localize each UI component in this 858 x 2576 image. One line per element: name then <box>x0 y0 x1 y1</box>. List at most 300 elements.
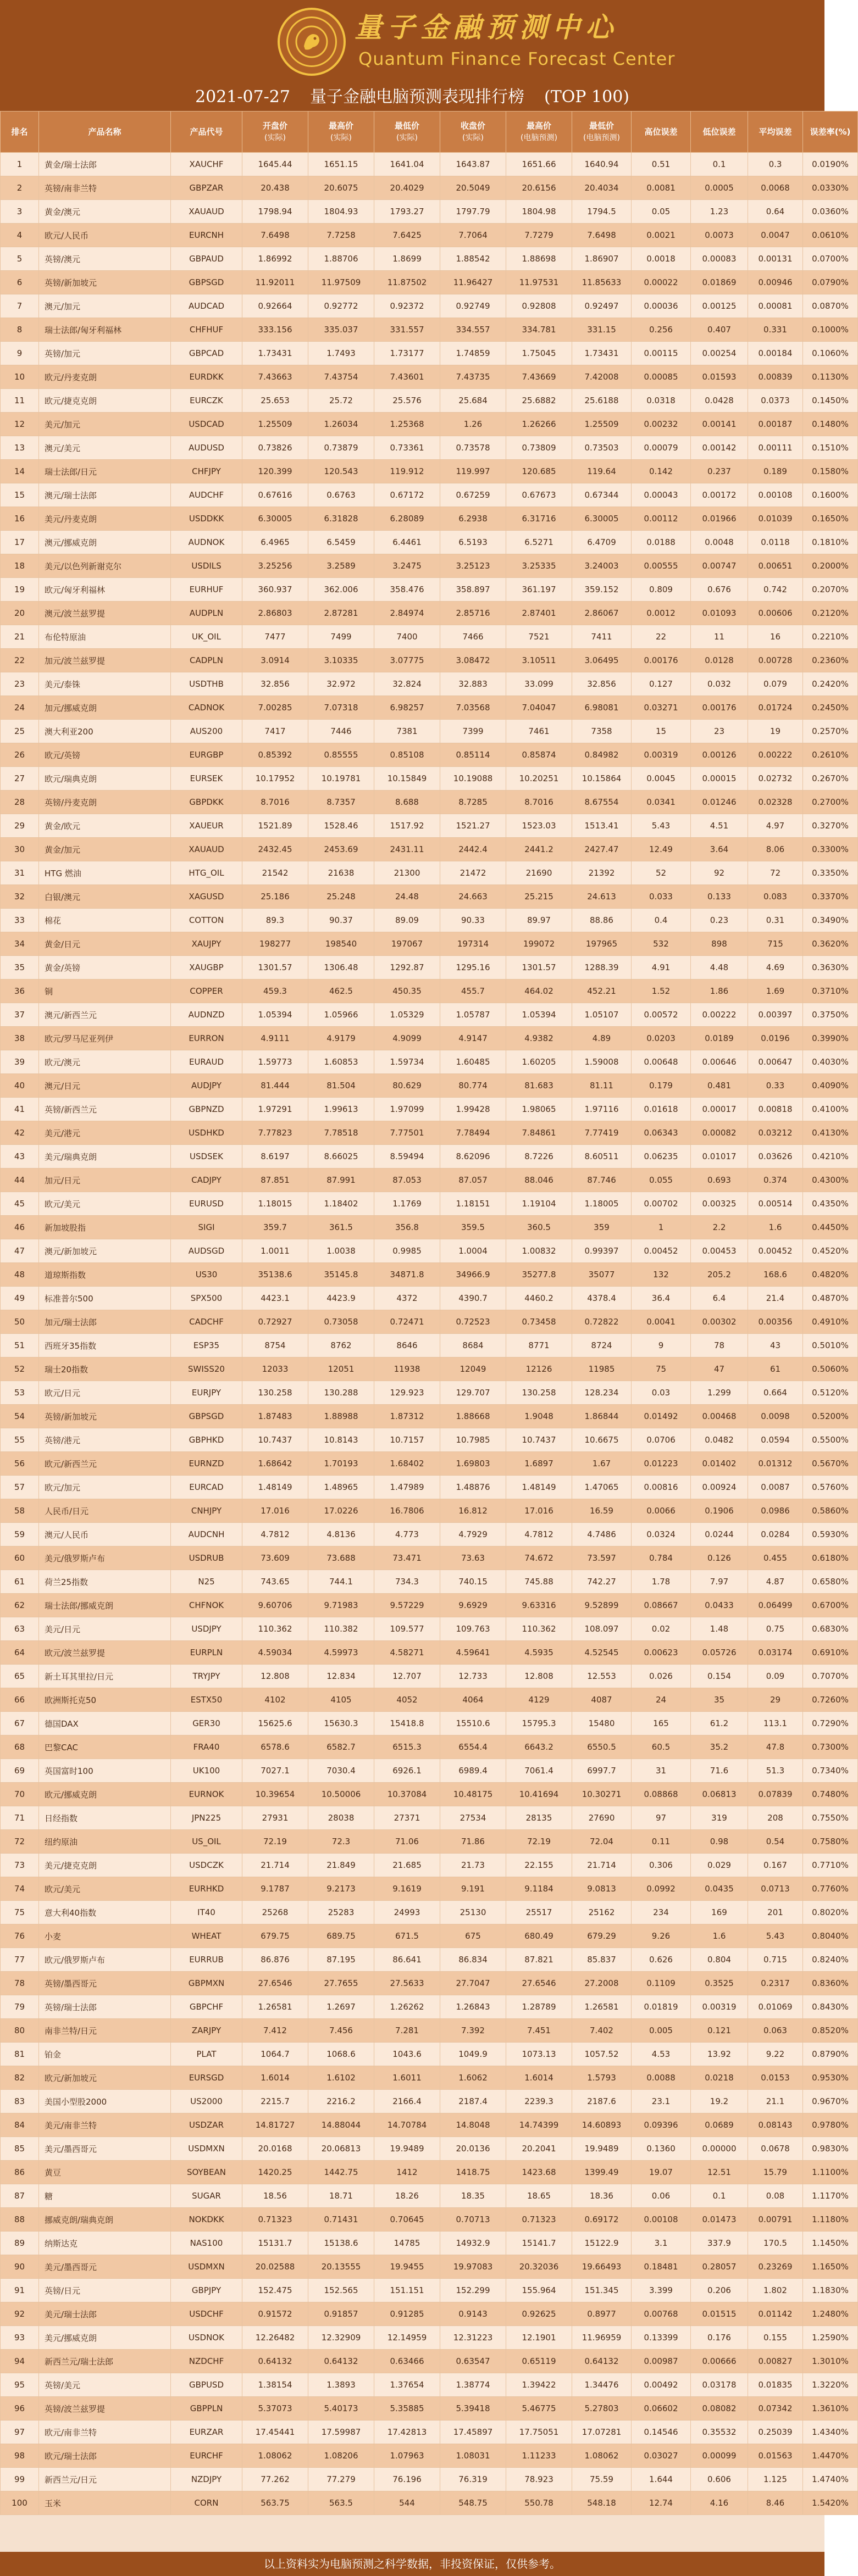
brand-logo <box>278 8 346 76</box>
low-price-cell: 21300 <box>374 861 440 885</box>
low-price-cell: 1.87312 <box>374 1405 440 1428</box>
close-price-cell: 10.19088 <box>440 767 506 791</box>
predicted-high-cell: 0.71323 <box>506 2208 572 2232</box>
open-price-cell: 20.02588 <box>242 2255 308 2279</box>
table-row <box>1 861 858 885</box>
open-price-cell: 10.39654 <box>242 1783 308 1806</box>
predicted-low-cell: 27690 <box>572 1806 632 1830</box>
table-row <box>1 176 858 200</box>
high-error-cell: 0.09396 <box>632 2113 691 2137</box>
product-name-cell: 加元/日元 <box>39 1169 171 1192</box>
rank-cell: 56 <box>1 1452 39 1476</box>
close-price-cell: 19.97083 <box>440 2255 506 2279</box>
close-price-cell: 0.67259 <box>440 483 506 507</box>
error-rate-cell: 0.5500% <box>803 1428 858 1452</box>
low-error-cell: 0.00254 <box>691 342 748 365</box>
open-price-cell: 25268 <box>242 1901 308 1924</box>
low-error-cell: 0.00176 <box>691 696 748 720</box>
open-price-cell: 333.156 <box>242 318 308 342</box>
rank-cell: 77 <box>1 1948 39 1972</box>
high-error-cell: 0.00555 <box>632 554 691 578</box>
high-price-cell: 20.13555 <box>308 2255 374 2279</box>
table-row <box>1 2326 858 2350</box>
high-error-cell: 0.03 <box>632 1381 691 1405</box>
close-price-cell: 129.707 <box>440 1381 506 1405</box>
predicted-low-cell: 87.746 <box>572 1169 632 1192</box>
rank-cell: 98 <box>1 2444 39 2468</box>
rank-cell: 99 <box>1 2468 39 2491</box>
table-row <box>1 1287 858 1310</box>
predicted-low-cell: 742.27 <box>572 1570 632 1594</box>
open-price-cell: 15131.7 <box>242 2232 308 2255</box>
high-error-cell: 0.06235 <box>632 1145 691 1169</box>
product-code-cell: GBPNZD <box>171 1098 242 1121</box>
close-price-cell: 1049.9 <box>440 2043 506 2066</box>
close-price-cell: 2187.4 <box>440 2090 506 2113</box>
rank-cell: 41 <box>1 1098 39 1121</box>
product-name-cell: 澳元/挪威克朗 <box>39 531 171 554</box>
high-error-cell: 532 <box>632 932 691 956</box>
average-error-cell: 0.00131 <box>748 247 803 271</box>
low-error-cell: 0.05726 <box>691 1641 748 1665</box>
high-price-cell: 1.70193 <box>308 1452 374 1476</box>
product-name-cell: 美元/捷克克朗 <box>39 1854 171 1877</box>
high-price-cell: 28038 <box>308 1806 374 1830</box>
product-name-cell: 欧元/罗马尼亚列伊 <box>39 1027 171 1050</box>
low-price-cell: 450.35 <box>374 980 440 1003</box>
low-price-cell: 10.15849 <box>374 767 440 791</box>
average-error-cell: 0.167 <box>748 1854 803 1877</box>
average-error-cell: 0.0153 <box>748 2066 803 2090</box>
product-name-cell: 英镑/美元 <box>39 2373 171 2397</box>
predicted-high-cell: 9.1184 <box>506 1877 572 1901</box>
table-row <box>1 720 858 743</box>
high-price-cell: 87.991 <box>308 1169 374 1192</box>
rank-cell: 40 <box>1 1074 39 1098</box>
high-price-cell: 73.688 <box>308 1546 374 1570</box>
predicted-low-cell: 11.96959 <box>572 2326 632 2350</box>
close-price-cell: 5.39418 <box>440 2397 506 2421</box>
predicted-high-cell: 12.808 <box>506 1665 572 1688</box>
low-error-cell: 71.6 <box>691 1759 748 1783</box>
product-code-cell: CADPLN <box>171 649 242 672</box>
close-price-cell: 7399 <box>440 720 506 743</box>
table-row <box>1 247 858 271</box>
column-header <box>1 112 39 153</box>
low-price-cell: 4372 <box>374 1287 440 1310</box>
low-price-cell: 4.773 <box>374 1523 440 1546</box>
product-name-cell: 欧元/美元 <box>39 1192 171 1216</box>
product-code-cell: CADJPY <box>171 1169 242 1192</box>
close-price-cell: 740.15 <box>440 1570 506 1594</box>
close-price-cell: 1295.16 <box>440 956 506 980</box>
high-error-cell: 0.03271 <box>632 696 691 720</box>
high-error-cell: 0.01223 <box>632 1452 691 1476</box>
rank-cell: 26 <box>1 743 39 767</box>
average-error-cell: 1.125 <box>748 2468 803 2491</box>
low-error-cell: 169 <box>691 1901 748 1924</box>
open-price-cell: 12.26482 <box>242 2326 308 2350</box>
error-rate-cell: 0.5010% <box>803 1334 858 1357</box>
table-row <box>1 1688 858 1712</box>
open-price-cell: 6.4965 <box>242 531 308 554</box>
predicted-low-cell: 6.4709 <box>572 531 632 554</box>
average-error-cell: 0.0087 <box>748 1476 803 1499</box>
high-price-cell: 1.88706 <box>308 247 374 271</box>
high-error-cell: 0.00085 <box>632 365 691 389</box>
predicted-high-cell: 88.046 <box>506 1169 572 1192</box>
average-error-cell: 0.01069 <box>748 1995 803 2019</box>
predicted-low-cell: 1.59008 <box>572 1050 632 1074</box>
predicted-low-cell: 119.64 <box>572 460 632 483</box>
close-price-cell: 1.05787 <box>440 1003 506 1027</box>
open-price-cell: 18.56 <box>242 2184 308 2208</box>
table-row <box>1 1381 858 1405</box>
error-rate-cell: 0.8520% <box>803 2019 858 2043</box>
close-price-cell: 358.897 <box>440 578 506 602</box>
rank-cell: 64 <box>1 1641 39 1665</box>
table-row <box>1 1712 858 1735</box>
error-rate-cell: 0.0330% <box>803 176 858 200</box>
open-price-cell: 6578.6 <box>242 1735 308 1759</box>
rank-cell: 30 <box>1 838 39 861</box>
high-error-cell: 0.256 <box>632 318 691 342</box>
high-error-cell: 0.00623 <box>632 1641 691 1665</box>
predicted-low-cell: 6550.5 <box>572 1735 632 1759</box>
table-row <box>1 1074 858 1098</box>
product-name-cell: 新土耳其里拉/日元 <box>39 1665 171 1688</box>
table-row <box>1 1169 858 1192</box>
product-code-cell: N25 <box>171 1570 242 1594</box>
low-price-cell: 1.25368 <box>374 413 440 436</box>
open-price-cell: 89.3 <box>242 909 308 932</box>
product-code-cell: GBPJPY <box>171 2279 242 2302</box>
predicted-high-cell: 7521 <box>506 625 572 649</box>
open-price-cell: 4.7812 <box>242 1523 308 1546</box>
close-price-cell: 1.08031 <box>440 2444 506 2468</box>
product-name-cell: 黄金/瑞士法郎 <box>39 153 171 176</box>
low-price-cell: 4052 <box>374 1688 440 1712</box>
product-code-cell: HTG_OIL <box>171 861 242 885</box>
open-price-cell: 7477 <box>242 625 308 649</box>
product-name-cell: 欧元/匈牙利福林 <box>39 578 171 602</box>
average-error-cell: 4.97 <box>748 814 803 838</box>
predicted-high-cell: 155.964 <box>506 2279 572 2302</box>
product-name-cell: 欧元/英镑 <box>39 743 171 767</box>
close-price-cell: 24.663 <box>440 885 506 909</box>
close-price-cell: 7.43735 <box>440 365 506 389</box>
average-error-cell: 0.083 <box>748 885 803 909</box>
product-code-cell: EURNOK <box>171 1783 242 1806</box>
close-price-cell: 1.18151 <box>440 1192 506 1216</box>
table-row <box>1 1145 858 1169</box>
error-rate-cell: 0.3490% <box>803 909 858 932</box>
average-error-cell: 0.374 <box>748 1169 803 1192</box>
table-row <box>1 2019 858 2043</box>
open-price-cell: 4.59034 <box>242 1641 308 1665</box>
table-row <box>1 531 858 554</box>
column-header <box>308 112 374 153</box>
average-error-cell: 4.69 <box>748 956 803 980</box>
low-error-cell: 23 <box>691 720 748 743</box>
product-code-cell: EURHKD <box>171 1877 242 1901</box>
low-price-cell: 2.84974 <box>374 602 440 625</box>
open-price-cell: 10.7437 <box>242 1428 308 1452</box>
average-error-cell: 0.664 <box>748 1381 803 1405</box>
open-price-cell: 120.399 <box>242 460 308 483</box>
column-header-label: 最低价 <box>589 121 614 131</box>
product-name-cell: 英镑/新加坡元 <box>39 1405 171 1428</box>
average-error-cell: 19 <box>748 720 803 743</box>
product-code-cell: UK100 <box>171 1759 242 1783</box>
predicted-high-cell: 2239.3 <box>506 2090 572 2113</box>
rank-cell: 60 <box>1 1546 39 1570</box>
open-price-cell: 12.808 <box>242 1665 308 1688</box>
close-price-cell: 4.9147 <box>440 1027 506 1050</box>
product-name-cell: 纽约原油 <box>39 1830 171 1854</box>
product-name-cell: 玉米 <box>39 2491 171 2515</box>
predicted-high-cell: 120.685 <box>506 460 572 483</box>
table-row <box>1 2113 858 2137</box>
predicted-high-cell: 1.98065 <box>506 1098 572 1121</box>
error-rate-cell: 0.4130% <box>803 1121 858 1145</box>
high-price-cell: 15138.6 <box>308 2232 374 2255</box>
predicted-high-cell: 1.26266 <box>506 413 572 436</box>
high-price-cell: 7.456 <box>308 2019 374 2043</box>
table-row <box>1 1924 858 1948</box>
close-price-cell: 90.33 <box>440 909 506 932</box>
low-price-cell: 3.2475 <box>374 554 440 578</box>
product-name-cell: 铜 <box>39 980 171 1003</box>
predicted-high-cell: 81.683 <box>506 1074 572 1098</box>
high-error-cell: 0.0188 <box>632 531 691 554</box>
error-rate-cell: 0.5200% <box>803 1405 858 1428</box>
average-error-cell: 1.6 <box>748 1216 803 1239</box>
open-price-cell: 21.714 <box>242 1854 308 1877</box>
open-price-cell: 8754 <box>242 1334 308 1357</box>
low-error-cell: 898 <box>691 932 748 956</box>
high-error-cell: 0.0203 <box>632 1027 691 1050</box>
high-price-cell: 8762 <box>308 1334 374 1357</box>
predicted-low-cell: 0.72822 <box>572 1310 632 1334</box>
low-price-cell: 7.281 <box>374 2019 440 2043</box>
high-error-cell: 0.0018 <box>632 247 691 271</box>
predicted-high-cell: 17.016 <box>506 1499 572 1523</box>
high-error-cell: 0.01618 <box>632 1098 691 1121</box>
high-price-cell: 21.849 <box>308 1854 374 1877</box>
open-price-cell: 1.26581 <box>242 1995 308 2019</box>
high-error-cell: 0.0041 <box>632 1310 691 1334</box>
product-name-cell: 英镑/日元 <box>39 2279 171 2302</box>
predicted-high-cell: 7.84861 <box>506 1121 572 1145</box>
average-error-cell: 0.00606 <box>748 602 803 625</box>
open-price-cell: 1.38154 <box>242 2373 308 2397</box>
product-code-cell: USDNOK <box>171 2326 242 2350</box>
average-error-cell: 0.09 <box>748 1665 803 1688</box>
predicted-low-cell: 1.05107 <box>572 1003 632 1027</box>
low-price-cell: 109.577 <box>374 1617 440 1641</box>
open-price-cell: 110.362 <box>242 1617 308 1641</box>
high-price-cell: 0.92772 <box>308 294 374 318</box>
high-price-cell: 0.91857 <box>308 2302 374 2326</box>
high-price-cell: 32.972 <box>308 672 374 696</box>
low-error-cell: 1.86 <box>691 980 748 1003</box>
open-price-cell: 20.438 <box>242 176 308 200</box>
rank-cell: 52 <box>1 1357 39 1381</box>
predicted-low-cell: 85.837 <box>572 1948 632 1972</box>
high-price-cell: 9.2173 <box>308 1877 374 1901</box>
close-price-cell: 2.85716 <box>440 602 506 625</box>
high-error-cell: 9 <box>632 1334 691 1357</box>
table-row <box>1 1452 858 1476</box>
predicted-high-cell: 1.6014 <box>506 2066 572 2090</box>
error-rate-cell: 0.5670% <box>803 1452 858 1476</box>
product-code-cell: SOYBEAN <box>171 2161 242 2184</box>
close-price-cell: 119.997 <box>440 460 506 483</box>
column-header-sublabel: (实际) <box>264 133 286 142</box>
product-code-cell: USDCAD <box>171 413 242 436</box>
error-rate-cell: 0.6180% <box>803 1546 858 1570</box>
low-price-cell: 80.629 <box>374 1074 440 1098</box>
open-price-cell: 9.1787 <box>242 1877 308 1901</box>
low-price-cell: 27371 <box>374 1806 440 1830</box>
product-name-cell: 道琼斯指数 <box>39 1263 171 1287</box>
high-price-cell: 1.18402 <box>308 1192 374 1216</box>
predicted-high-cell: 12126 <box>506 1357 572 1381</box>
close-price-cell: 1521.27 <box>440 814 506 838</box>
table-row <box>1 885 858 909</box>
low-error-cell: 0.00142 <box>691 436 748 460</box>
predicted-high-cell: 1.11233 <box>506 2444 572 2468</box>
high-price-cell: 9.71983 <box>308 1594 374 1617</box>
product-code-cell: SIGI <box>171 1216 242 1239</box>
product-name-cell: 英镑/瑞士法郎 <box>39 1995 171 2019</box>
open-price-cell: 7.6498 <box>242 224 308 247</box>
table-row <box>1 838 858 861</box>
predicted-high-cell: 1301.57 <box>506 956 572 980</box>
low-price-cell: 0.9985 <box>374 1239 440 1263</box>
close-price-cell: 0.63547 <box>440 2350 506 2373</box>
low-error-cell: 0.0189 <box>691 1027 748 1050</box>
high-error-cell: 36.4 <box>632 1287 691 1310</box>
table-row <box>1 224 858 247</box>
rank-cell: 88 <box>1 2208 39 2232</box>
product-code-cell: EURSGD <box>171 2066 242 2090</box>
product-code-cell: XAGUSD <box>171 885 242 909</box>
product-name-cell: 铂金 <box>39 2043 171 2066</box>
low-error-cell: 337.9 <box>691 2232 748 2255</box>
predicted-low-cell: 0.69172 <box>572 2208 632 2232</box>
average-error-cell: 0.31 <box>748 909 803 932</box>
open-price-cell: 87.851 <box>242 1169 308 1192</box>
product-name-cell: 小麦 <box>39 1924 171 1948</box>
error-rate-cell: 0.6910% <box>803 1641 858 1665</box>
low-error-cell: 0.0433 <box>691 1594 748 1617</box>
open-price-cell: 1.18015 <box>242 1192 308 1216</box>
low-error-cell: 0.01869 <box>691 271 748 294</box>
open-price-cell: 7417 <box>242 720 308 743</box>
product-code-cell: USDRUB <box>171 1546 242 1570</box>
average-error-cell: 0.00818 <box>748 1098 803 1121</box>
predicted-low-cell: 0.92497 <box>572 294 632 318</box>
rank-cell: 95 <box>1 2373 39 2397</box>
product-name-cell: 欧元/南非兰特 <box>39 2421 171 2444</box>
low-price-cell: 4.58271 <box>374 1641 440 1665</box>
high-price-cell: 1442.75 <box>308 2161 374 2184</box>
error-rate-cell: 0.0870% <box>803 294 858 318</box>
table-row <box>1 2137 858 2161</box>
low-error-cell: 35 <box>691 1688 748 1712</box>
predicted-low-cell: 14.60893 <box>572 2113 632 2137</box>
low-price-cell: 0.91285 <box>374 2302 440 2326</box>
rank-cell: 15 <box>1 483 39 507</box>
low-price-cell: 6926.1 <box>374 1759 440 1783</box>
rank-cell: 9 <box>1 342 39 365</box>
high-price-cell: 3.10335 <box>308 649 374 672</box>
table-row <box>1 1405 858 1428</box>
close-price-cell: 17.45897 <box>440 2421 506 2444</box>
product-code-cell: AUDSGD <box>171 1239 242 1263</box>
low-error-cell: 0.693 <box>691 1169 748 1192</box>
table-row <box>1 2279 858 2302</box>
predicted-low-cell: 6.30005 <box>572 507 632 531</box>
error-rate-cell: 0.1450% <box>803 389 858 413</box>
error-rate-cell: 0.1000% <box>803 318 858 342</box>
rank-cell: 83 <box>1 2090 39 2113</box>
average-error-cell: 0.23269 <box>748 2255 803 2279</box>
product-code-cell: EURZAR <box>171 2421 242 2444</box>
close-price-cell: 1.74859 <box>440 342 506 365</box>
product-name-cell: 加元/瑞士法郎 <box>39 1310 171 1334</box>
high-error-cell: 132 <box>632 1263 691 1287</box>
average-error-cell: 0.063 <box>748 2019 803 2043</box>
high-error-cell: 0.0088 <box>632 2066 691 2090</box>
table-row <box>1 1003 858 1027</box>
rank-cell: 24 <box>1 696 39 720</box>
error-rate-cell: 0.2570% <box>803 720 858 743</box>
open-price-cell: 198277 <box>242 932 308 956</box>
table-row <box>1 483 858 507</box>
open-price-cell: 7.00285 <box>242 696 308 720</box>
product-code-cell: EURCHF <box>171 2444 242 2468</box>
high-price-cell: 4105 <box>308 1688 374 1712</box>
close-price-cell: 87.057 <box>440 1169 506 1192</box>
close-price-cell: 0.72523 <box>440 1310 506 1334</box>
high-price-cell: 2216.2 <box>308 2090 374 2113</box>
low-error-cell: 0.029 <box>691 1854 748 1877</box>
rank-cell: 70 <box>1 1783 39 1806</box>
average-error-cell: 0.33 <box>748 1074 803 1098</box>
rank-cell: 17 <box>1 531 39 554</box>
product-name-cell: 澳元/人民币 <box>39 1523 171 1546</box>
close-price-cell: 1.26 <box>440 413 506 436</box>
high-error-cell: 0.00768 <box>632 2302 691 2326</box>
predicted-low-cell: 16.59 <box>572 1499 632 1523</box>
low-price-cell: 19.9489 <box>374 2137 440 2161</box>
error-rate-cell: 0.9530% <box>803 2066 858 2090</box>
rank-cell: 48 <box>1 1263 39 1287</box>
predicted-low-cell: 73.597 <box>572 1546 632 1570</box>
low-error-cell: 0.3525 <box>691 1972 748 1995</box>
table-row <box>1 1854 858 1877</box>
predicted-high-cell: 5.46775 <box>506 2397 572 2421</box>
open-price-cell: 8.6197 <box>242 1145 308 1169</box>
table-header-row <box>1 112 858 153</box>
error-rate-cell: 0.0360% <box>803 200 858 224</box>
table-row <box>1 1428 858 1452</box>
low-error-cell: 0.154 <box>691 1665 748 1688</box>
rank-cell: 25 <box>1 720 39 743</box>
